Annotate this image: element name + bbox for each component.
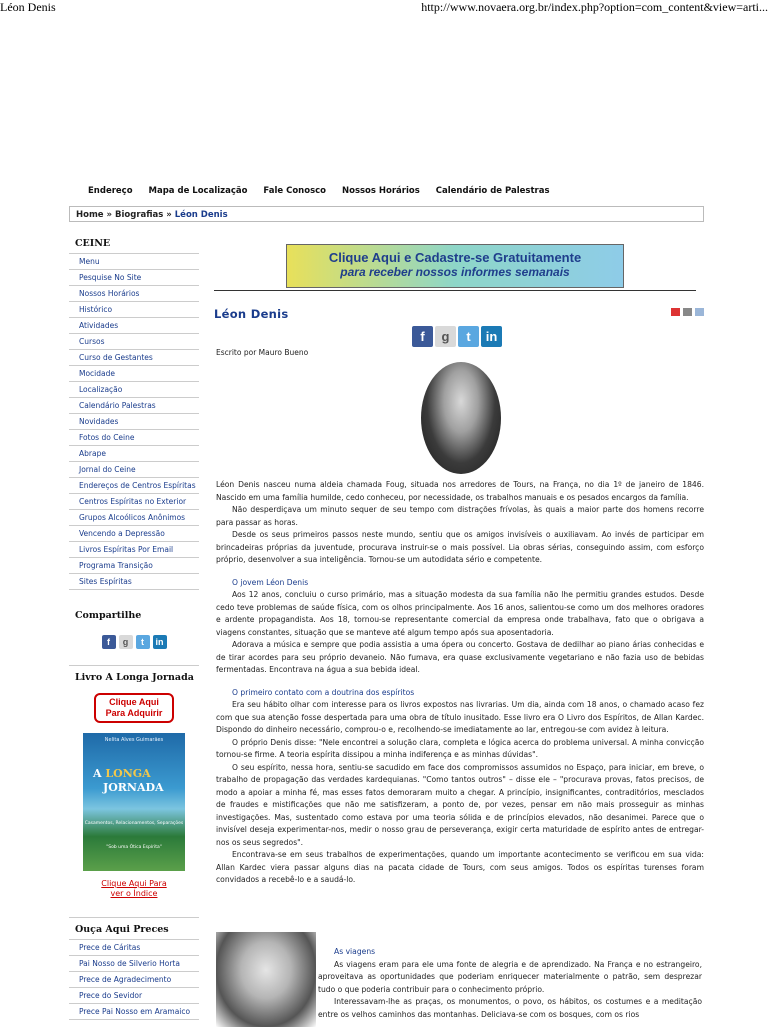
nav-calendario[interactable]: Calendário de Palestras bbox=[435, 186, 550, 196]
book-cover-subtitle: Casamentos, Relacionamentos, Separações bbox=[84, 821, 184, 826]
article-body bbox=[216, 479, 704, 887]
sidebar-item-calendario[interactable]: Calendário Palestras bbox=[69, 398, 199, 414]
book-index-link[interactable] bbox=[69, 879, 199, 899]
sidebar bbox=[69, 232, 199, 1020]
breadcrumb-home[interactable]: Home bbox=[76, 210, 104, 220]
article-share-icons bbox=[412, 326, 502, 347]
sidebar-item-depressao[interactable]: Vencendo a Depressão bbox=[69, 526, 199, 542]
section-heading: O primeiro contato com a doutrina dos espíritos bbox=[232, 687, 415, 697]
section-heading: O jovem Léon Denis bbox=[232, 577, 309, 587]
paragraph: Léon Denis nasceu numa aldeia chamada Foug, situada nos arredores de Tours, na França, no dia 1º de janeiro de 1846. Nascido em uma família humilde, cedo conheceu, por necessidade, os trabalhos manuais e os pesados encargos da família. bbox=[216, 480, 704, 502]
paragraph: Encontrava-se em seus trabalhos de experimentações, quando um importante acontecimento se verificou em sua vida: Allan Kardec viera passar alguns dias na pacata cidade de Tours, com seus amigos. Todos os espíritas turenses foram convidados a recebê-lo e a saudá-lo. bbox=[216, 850, 704, 884]
prayer-item-caritas[interactable]: Prece de Cáritas bbox=[69, 940, 199, 956]
sidebar-item-enderecos[interactable]: Endereços de Centros Espíritas bbox=[69, 478, 199, 494]
sidebar-item-jornal[interactable]: Jornal do Ceine bbox=[69, 462, 199, 478]
linkedin-icon[interactable]: in bbox=[481, 326, 502, 347]
paragraph: Adorava a música e sempre que podia assistia a uma ópera ou concerto. Gostava de dedilhar ao piano árias conhecidas e de tirar acordes para seu próprio devaneio. Não fumava, era quase exclusivamente vegetariano e não fazia uso de bebidas fermentadas. Encontrava na água a sua bebida ideal. bbox=[216, 640, 704, 674]
sidebar-item-fotos[interactable]: Fotos do Ceine bbox=[69, 430, 199, 446]
sidebar-item-atividades[interactable]: Atividades bbox=[69, 318, 199, 334]
nav-mapa[interactable]: Mapa de Localização bbox=[148, 186, 248, 196]
buy-book-line2: Para Adquirir bbox=[105, 708, 163, 718]
section-heading: As viagens bbox=[334, 947, 376, 956]
share-title: Compartilhe bbox=[75, 610, 142, 621]
paragraph: As viagens eram para ele uma fonte de alegria e de aprendizado. Na França e no estrangeiro, aproveitava as oportunidades que poderiam enriquecer materialmente o patrão, sem desprezar tudo o que poderia contribuir para o conhecimento próprio. bbox=[318, 959, 702, 994]
print-page-url: http://www.novaera.org.br/index.php?option=com_content&view=arti... bbox=[421, 0, 768, 14]
facebook-icon[interactable]: f bbox=[412, 326, 433, 347]
prayers-title: Ouça Aqui Preces bbox=[69, 917, 199, 939]
sidebar-item-pesquise[interactable]: Pesquise No Site bbox=[69, 270, 199, 286]
twitter-icon[interactable]: t bbox=[458, 326, 479, 347]
buy-book-line1: Clique Aqui bbox=[109, 697, 159, 707]
kardec-photo bbox=[216, 932, 316, 1027]
breadcrumb-separator: » bbox=[103, 210, 115, 220]
prayer-item-sevidor[interactable]: Prece do Sevidor bbox=[69, 988, 199, 1004]
leon-denis-portrait bbox=[421, 362, 501, 474]
breadcrumb bbox=[69, 206, 704, 222]
sidebar-item-transicao[interactable]: Programa Transição bbox=[69, 558, 199, 574]
prayer-item-pai-nosso-horta[interactable]: Pai Nosso de Silverio Horta bbox=[69, 956, 199, 972]
prayer-item-agradecimento[interactable]: Prece de Agradecimento bbox=[69, 972, 199, 988]
sidebar-item-cursos[interactable]: Cursos bbox=[69, 334, 199, 350]
article-body-travel bbox=[318, 946, 702, 1021]
nav-horarios[interactable]: Nossos Horários bbox=[341, 186, 420, 196]
book-cover-title-2: JORNADA bbox=[103, 781, 164, 794]
sidebar-item-menu[interactable]: Menu bbox=[69, 254, 199, 270]
email-icon[interactable] bbox=[695, 308, 704, 316]
article-author: Escrito por Mauro Bueno bbox=[216, 348, 309, 357]
article-title: Léon Denis bbox=[214, 307, 289, 321]
breadcrumb-separator: » bbox=[163, 210, 175, 220]
book-cover-image[interactable] bbox=[83, 733, 185, 871]
book-cover-author: Nelita Alves Guimarães bbox=[104, 737, 164, 743]
divider bbox=[214, 290, 696, 291]
sidebar-item-novidades[interactable]: Novidades bbox=[69, 414, 199, 430]
nav-fale-conosco[interactable]: Fale Conosco bbox=[263, 186, 327, 196]
prayers-menu bbox=[69, 939, 199, 1020]
article-tools bbox=[671, 308, 704, 316]
paragraph: Era seu hábito olhar com interesse para os livros expostos nas livrarias. Um dia, ainda com 18 anos, o chamado acaso fez com que sua atenção fosse despertada para uma obra de título inusitado. Esse livro era O Livro dos Espíritos, de Allan Kardec. Dispondo do dinheiro necessário, comprou-o e, recolhendo-se imediatamente ao lar, entregou-se com avidez à leitura. bbox=[216, 700, 704, 734]
google-icon[interactable]: g bbox=[119, 635, 133, 649]
sidebar-item-sites[interactable]: Sites Espíritas bbox=[69, 574, 199, 590]
paragraph: Interessavam-lhe as praças, os monumentos, o povo, os hábitos, os costumes e a meditação entre os velhos caminhos das montanhas. Deliciava-se com os bosques, com os rios bbox=[318, 997, 702, 1019]
sidebar-item-historico[interactable]: Histórico bbox=[69, 302, 199, 318]
banner-line1: Clique Aqui e Cadastre-se Gratuitamente bbox=[328, 250, 582, 265]
book-cover-title-1: A LONGA bbox=[93, 767, 151, 780]
sidebar-item-horarios[interactable]: Nossos Horários bbox=[69, 286, 199, 302]
banner-line2: para receber nossos informes semanais bbox=[340, 265, 570, 279]
top-navigation bbox=[88, 186, 563, 196]
google-icon[interactable]: g bbox=[435, 326, 456, 347]
book-section-title: Livro A Longa Jornada bbox=[69, 665, 199, 687]
breadcrumb-section[interactable]: Biografias bbox=[115, 210, 164, 220]
print-header bbox=[0, 0, 768, 16]
nav-endereco[interactable]: Endereço bbox=[88, 186, 133, 196]
sidebar-item-exterior[interactable]: Centros Espíritas no Exterior bbox=[69, 494, 199, 510]
book-index-line1: Clique Aqui Para bbox=[101, 879, 167, 888]
print-icon[interactable] bbox=[683, 308, 692, 316]
paragraph: Não desperdiçava um minuto sequer de seu tempo com distrações frívolas, às quais a maior parte dos homens recorre para passar as horas. bbox=[216, 505, 704, 527]
sidebar-menu bbox=[69, 253, 199, 590]
sidebar-item-abrape[interactable]: Abrape bbox=[69, 446, 199, 462]
book-cover-quote: "Sob uma Ótica Espírita" bbox=[106, 845, 162, 850]
twitter-icon[interactable]: t bbox=[136, 635, 150, 649]
paragraph: Desde os seus primeiros passos neste mundo, sentiu que os amigos invisíveis o auxiliavam. Ao invés de participar em brincadeiras próprias da juventude, procurava instruir-se o mais possível. Lia obras sérias, conseguindo assim, com esforço próprio, desenvolver a sua inteligência. Tornou-se um autodidata sério e competente. bbox=[216, 530, 704, 564]
sidebar-item-alcoolicos[interactable]: Grupos Alcoólicos Anônimos bbox=[69, 510, 199, 526]
signup-banner[interactable] bbox=[286, 244, 624, 288]
sidebar-title: CEINE bbox=[75, 238, 111, 249]
prayer-item-aramaico[interactable]: Prece Pai Nosso em Aramaico bbox=[69, 1004, 199, 1020]
facebook-icon[interactable]: f bbox=[102, 635, 116, 649]
paragraph: Aos 12 anos, concluiu o curso primário, mas a situação modesta da sua família não lhe permitiu grandes estudos. Desde cedo teve problemas de saúde física, com os olhos principalmente. Aos 16 anos, salientou-se como um dos melhores oradores e ardente propagandista. Aos 18, tornou-se representante comercial da empresa onde trabalhava, fato que o obrigava a viagens constantes, situação que se manteve até algum tempo após sua aposentadoria. bbox=[216, 590, 704, 637]
share-icons bbox=[69, 635, 199, 649]
breadcrumb-current: Léon Denis bbox=[174, 210, 228, 220]
sidebar-item-localizacao[interactable]: Localização bbox=[69, 382, 199, 398]
sidebar-item-mocidade[interactable]: Mocidade bbox=[69, 366, 199, 382]
linkedin-icon[interactable]: in bbox=[153, 635, 167, 649]
paragraph: O seu espírito, nessa hora, sentiu-se sacudido em face dos compromissos assumidos no Espaço, para iniciar, em breve, o trabalho de propagação das verdades kardequianas. "Como tantos outros" – disse ele – "procurava provas, fatos precisos, de modo a apoiar a minha fé, mas esses fatos demoraram muito a chegar. A princípio, insignificantes, contraditórios, mesclados de fraudes e mistificações que não me satisfizeram, a ponto de, por vezes, pensar em não mais prosseguir as minhas investigações. Mas, sustentado como estava por uma teoria sólida e de princípios elevados, não desanimei. Parece que o invisível deseja experimentar-nos, medir o nosso grau de perseverança, exigir certa maturidade de espírito antes de entregar-nos os seus segredos". bbox=[216, 762, 704, 847]
sidebar-item-gestantes[interactable]: Curso de Gestantes bbox=[69, 350, 199, 366]
sidebar-item-livros-email[interactable]: Livros Espíritas Por Email bbox=[69, 542, 199, 558]
pdf-icon[interactable] bbox=[671, 308, 680, 316]
book-index-line2: ver o Índice bbox=[110, 889, 158, 898]
print-page-title: Léon Denis bbox=[0, 0, 56, 14]
paragraph: O próprio Denis disse: "Nele encontrei a solução clara, completa e lógica acerca do problema universal. A minha convicção tornou-se firme. A teoria espírita dissipou a minha indiferença e as minhas dúvidas". bbox=[216, 737, 704, 759]
buy-book-button[interactable] bbox=[94, 693, 174, 723]
